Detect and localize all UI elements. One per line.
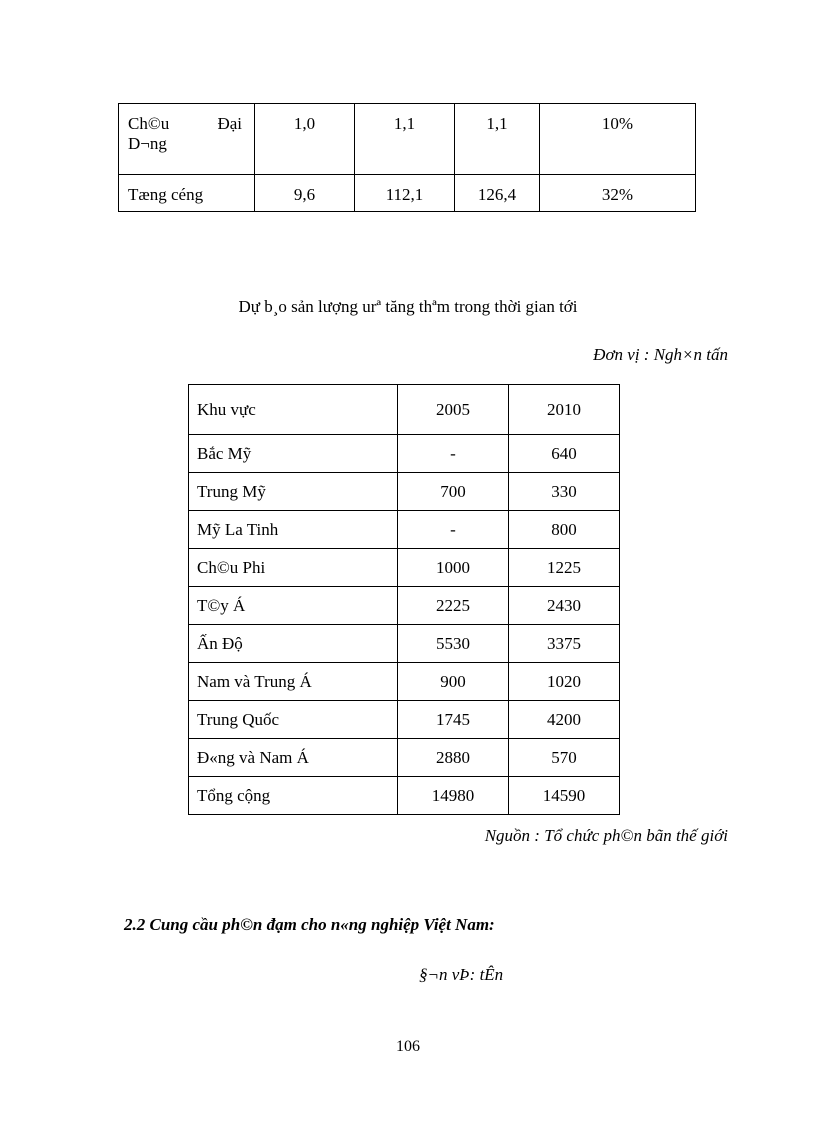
column-header: Khu vực (189, 385, 398, 435)
unit-note: Đơn vị : Ngh×n tấn (593, 345, 728, 364)
region-cell: Trung Quốc (189, 701, 398, 739)
page-number: 106 (396, 1038, 420, 1055)
forecast-table (188, 384, 620, 815)
unit-line: §¬n vÞ: tÊn (419, 965, 504, 984)
value-cell: 570 (509, 739, 620, 777)
column-header: 2010 (509, 385, 620, 435)
table-row (119, 175, 696, 212)
value-cell: 900 (398, 663, 509, 701)
region-cell: Nam và Trung Á (189, 663, 398, 701)
value-cell: 1000 (398, 549, 509, 587)
table-row (189, 739, 620, 777)
value-cell: 640 (509, 435, 620, 473)
value-cell: 2225 (398, 587, 509, 625)
table-row (189, 549, 620, 587)
value-cell: 5530 (398, 625, 509, 663)
region-cell: Đ«ng và Nam Á (189, 739, 398, 777)
table-row (189, 587, 620, 625)
value-cell: 1,0 (255, 104, 355, 175)
table-row (189, 625, 620, 663)
region-cell: T©y Á (189, 587, 398, 625)
table-row (189, 777, 620, 815)
region-cell: Ch©u Phi (189, 549, 398, 587)
table-row (119, 104, 696, 175)
region-word: Ch©u (128, 114, 170, 133)
region-cell: Trung Mỹ (189, 473, 398, 511)
value-cell: 1020 (509, 663, 620, 701)
source-note: Nguồn : Tổ chức ph©n bãn thế giới (484, 826, 728, 845)
region-cell: Mỹ La Tinh (189, 511, 398, 549)
value-cell: 1,1 (455, 104, 540, 175)
value-cell: - (398, 435, 509, 473)
value-cell: 330 (509, 473, 620, 511)
table-row (189, 701, 620, 739)
region-cell: Ấn Độ (189, 625, 398, 663)
value-cell: 126,4 (455, 175, 540, 212)
value-cell: 4200 (509, 701, 620, 739)
value-cell: 1745 (398, 701, 509, 739)
value-cell: 1,1 (355, 104, 455, 175)
table-row (189, 435, 620, 473)
column-header: 2005 (398, 385, 509, 435)
table-row (189, 663, 620, 701)
value-cell: 1225 (509, 549, 620, 587)
forecast-title: Dự b¸o sản lượng urª tăng thªm trong thời gian tới (238, 297, 578, 316)
region-cell: Tæng céng (119, 175, 255, 212)
value-cell: 3375 (509, 625, 620, 663)
region-word: Đại (217, 114, 242, 133)
value-cell: 2430 (509, 587, 620, 625)
top-table (118, 103, 696, 212)
value-cell: 2880 (398, 739, 509, 777)
table-row (189, 473, 620, 511)
region-cell: Tổng cộng (189, 777, 398, 815)
region-word: D¬ng (128, 134, 167, 153)
region-cell: Bắc Mỹ (189, 435, 398, 473)
value-cell: 9,6 (255, 175, 355, 212)
value-cell: 14590 (509, 777, 620, 815)
value-cell: 10% (540, 104, 696, 175)
value-cell: 14980 (398, 777, 509, 815)
value-cell: 700 (398, 473, 509, 511)
value-cell: - (398, 511, 509, 549)
table-row (189, 511, 620, 549)
value-cell: 800 (509, 511, 620, 549)
value-cell: 32% (540, 175, 696, 212)
region-cell (119, 104, 255, 175)
section-heading: 2.2 Cung cầu ph©n đạm cho n«ng nghiệp Việt Nam: (124, 915, 495, 934)
table-header-row (189, 385, 620, 435)
value-cell: 112,1 (355, 175, 455, 212)
